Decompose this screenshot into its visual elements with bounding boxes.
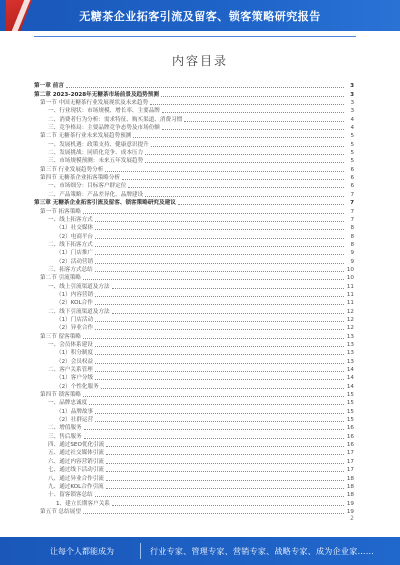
toc-leader-dots (133, 137, 344, 138)
toc-entry-page: 5 (350, 158, 354, 165)
toc-entry-page: 12 (346, 308, 354, 315)
toc-leader-dots (95, 371, 344, 372)
toc-entry-label: 第二章 2023-2028年无糖茶市场前景及趋势预测 (34, 91, 159, 98)
toc-leader-dots (161, 96, 344, 97)
toc-entry[interactable] (34, 483, 354, 491)
toc-leader-dots (101, 388, 344, 389)
toc-entry-page: 3 (350, 100, 354, 107)
toc-entry-page: 18 (346, 475, 354, 482)
toc-entry-label: 二、线下引流渠道及方法 (48, 308, 110, 315)
toc-entry-label: 一、品牌忠诚度 (48, 400, 88, 407)
toc-entry[interactable] (34, 332, 354, 340)
toc-leader-dots (184, 121, 344, 122)
toc-entry-page: 6 (350, 166, 354, 173)
toc-entry[interactable] (34, 216, 354, 224)
header-divider (34, 36, 356, 37)
toc-entry[interactable] (34, 282, 354, 290)
toc-entry-page: 14 (346, 383, 354, 390)
toc-entry[interactable] (34, 316, 354, 324)
toc-entry-label: （1）积分制度 (56, 350, 94, 357)
toc-entry-page: 16 (346, 425, 354, 432)
toc-list (34, 82, 354, 516)
toc-entry-label: （1）门店活动 (56, 316, 94, 323)
toc-entry[interactable] (34, 274, 354, 282)
toc-leader-dots (83, 338, 344, 339)
toc-entry[interactable] (34, 165, 354, 173)
toc-entry-page: 7 (350, 216, 354, 223)
toc-entry-page: 3 (350, 91, 354, 98)
toc-entry-page: 5 (350, 150, 354, 157)
toc-entry-label: （2）电商平台 (56, 233, 94, 240)
toc-leader-dots (106, 480, 344, 481)
toc-leader-dots (89, 404, 344, 405)
toc-entry-page: 9 (350, 258, 354, 265)
page-number: 2 (350, 515, 354, 522)
toc-entry-label: 第五节 总结展望 (40, 508, 81, 515)
toc-entry[interactable] (34, 291, 354, 299)
toc-entry-page: 15 (346, 417, 354, 424)
toc-entry-page: 17 (346, 467, 354, 474)
toc-entry-label: （1）社交媒体 (56, 225, 94, 232)
toc-entry[interactable] (34, 466, 354, 474)
toc-entry[interactable] (34, 491, 354, 499)
toc-entry[interactable] (34, 441, 354, 449)
toc-entry-page: 4 (350, 125, 354, 132)
toc-entry-label: 一、线上引流渠道及方法 (48, 283, 110, 290)
toc-leader-dots (95, 304, 344, 305)
toc-entry-page: 6 (350, 183, 354, 190)
toc-entry[interactable] (34, 107, 354, 115)
toc-leader-dots (145, 162, 344, 163)
toc-entry[interactable] (34, 174, 354, 182)
toc-entry-page: 15 (346, 408, 354, 415)
toc-entry[interactable] (34, 424, 354, 432)
toc-leader-dots (95, 254, 344, 255)
toc-leader-dots (83, 213, 344, 214)
toc-entry[interactable] (34, 82, 354, 90)
toc-leader-dots (95, 421, 344, 422)
toc-leader-dots (95, 321, 344, 322)
toc-entry-page: 7 (350, 200, 354, 207)
toc-entry-page: 18 (346, 492, 354, 499)
toc-entry-page: 10 (346, 266, 354, 273)
toc-entry-label: 四、通过SEO优化引流 (48, 442, 105, 449)
toc-entry-label: 三、售后服务 (48, 433, 82, 440)
footer-tagline: 行业专家、管理专家、营销专家、战略专家、成为企业家…… (150, 547, 375, 556)
toc-entry-page: 18 (346, 483, 354, 490)
toc-entry[interactable] (34, 124, 354, 132)
toc-entry-label: 第三节 行业发展趋势分析 (40, 166, 104, 173)
toc-entry-page: 13 (346, 358, 354, 365)
toc-entry-label: 二、产品策略：产品差异化、品牌建设 (48, 191, 144, 198)
toc-entry-label: 二、发展挑战：同质化竞争、成本压力 (48, 150, 144, 157)
toc-entry-page: 17 (346, 458, 354, 465)
toc-leader-dots (95, 229, 344, 230)
toc-entry-label: （2）个性化服务 (56, 383, 99, 390)
toc-entry[interactable] (34, 349, 354, 357)
footer-slogan: 让每个人都能成为 (50, 547, 114, 556)
toc-entry-label: 一、会员体系建设 (48, 342, 93, 348)
toc-entry[interactable] (34, 324, 354, 332)
toc-entry-label: （2）社群运营 (56, 417, 94, 424)
toc-leader-dots (162, 129, 344, 130)
toc-entry-page: 9 (350, 250, 354, 257)
toc-leader-dots (95, 263, 344, 264)
toc-entry-page: 14 (346, 375, 354, 382)
toc-entry[interactable] (34, 449, 354, 457)
footer-divider (140, 543, 141, 559)
toc-leader-dots (122, 179, 344, 180)
toc-entry-page: 13 (346, 333, 354, 340)
toc-entry-page: 3 (350, 108, 354, 115)
toc-entry[interactable] (34, 508, 354, 516)
toc-entry-label: （2）异业合作 (56, 325, 94, 332)
toc-entry-page: 10 (346, 275, 354, 282)
toc-entry[interactable] (34, 307, 354, 315)
toc-entry-page: 11 (346, 300, 354, 307)
toc-entry[interactable] (34, 374, 354, 382)
toc-entry[interactable] (34, 499, 354, 507)
toc-entry[interactable] (34, 257, 354, 265)
toc-leader-dots (106, 463, 344, 464)
toc-entry-label: 二、消费者行为分析：需求特征、购买渠道、消费习惯 (48, 116, 183, 123)
toc-leader-dots (95, 271, 344, 272)
toc-entry[interactable] (34, 90, 354, 98)
toc-entry[interactable] (34, 199, 354, 207)
toc-leader-dots (83, 513, 344, 514)
toc-entry[interactable] (34, 407, 354, 415)
toc-entry-label: 1、建立长期客户关系 (56, 500, 110, 507)
toc-entry[interactable] (34, 157, 354, 165)
toc-entry-label: 二、线下拓客方式 (48, 241, 93, 248)
toc-entry-label: （1）门店推广 (56, 250, 94, 257)
toc-entry-label: 第三章 无糖茶企业拓客引流及留客、锁客策略研究及建议 (34, 200, 176, 207)
toc-entry-page: 8 (350, 241, 354, 248)
toc-entry-page: 16 (346, 433, 354, 440)
toc-entry-page: 13 (346, 342, 354, 348)
toc-leader-dots (145, 196, 344, 197)
toc-entry[interactable] (34, 391, 354, 399)
toc-entry-label: 二、增值服务 (48, 425, 82, 432)
toc-entry-page: 7 (350, 208, 354, 215)
toc-entry[interactable] (34, 99, 354, 107)
toc-entry[interactable] (34, 432, 354, 440)
toc-leader-dots (95, 346, 344, 347)
toc-entry[interactable] (34, 382, 354, 390)
toc-entry-label: 第三节 留客策略 (40, 333, 81, 340)
toc-leader-dots (112, 288, 344, 289)
toc-entry[interactable] (34, 149, 354, 157)
toc-entry[interactable] (34, 357, 354, 365)
toc-entry[interactable] (34, 207, 354, 215)
toc-entry-page: 8 (350, 233, 354, 240)
toc-entry-label: 三、市场规模预测：未来五年发展趋势 (48, 158, 144, 165)
toc-leader-dots (106, 446, 344, 447)
toc-entry[interactable] (34, 341, 354, 349)
toc-entry-page: 11 (346, 291, 354, 298)
toc-leader-dots (112, 313, 344, 314)
toc-entry-page: 19 (346, 500, 354, 507)
report-title: 无糖茶企业拓客引流及留客、锁客策略研究报告 (79, 10, 321, 23)
toc-leader-dots (95, 246, 344, 247)
toc-entry-label: （2）活动营销 (56, 258, 94, 265)
toc-leader-dots (95, 354, 344, 355)
toc-leader-dots (112, 505, 344, 506)
toc-entry[interactable] (34, 366, 354, 374)
toc-entry-label: 三、拓客方式总结 (48, 266, 93, 273)
toc-leader-dots (95, 496, 344, 497)
toc-entry-label: 五、通过社交媒体引流 (48, 450, 104, 457)
toc-entry-page: 13 (346, 350, 354, 357)
toc-leader-dots (106, 454, 344, 455)
toc-entry-page: 19 (346, 508, 354, 515)
toc-entry[interactable] (34, 416, 354, 424)
toc-leader-dots (83, 396, 344, 397)
toc-entry-label: 第一节 拓客策略 (40, 208, 81, 215)
toc-entry[interactable] (34, 140, 354, 148)
toc-entry[interactable] (34, 474, 354, 482)
toc-leader-dots (128, 187, 344, 188)
toc-entry[interactable] (34, 399, 354, 407)
toc-entry-label: 二、客户关系管理 (48, 367, 93, 374)
toc-entry-page: 12 (346, 316, 354, 323)
toc-entry-page: 5 (350, 141, 354, 148)
toc-leader-dots (105, 171, 344, 172)
toc-entry-label: 六、通过内容营销引流 (48, 458, 104, 465)
toc-entry-label: 十、留客锁客总结 (48, 492, 93, 499)
toc-entry-page: 3 (350, 83, 354, 90)
toc-entry[interactable] (34, 115, 354, 123)
toc-entry-label: 第二节 引流策略 (40, 275, 81, 282)
toc-entry-page: 6 (350, 175, 354, 182)
toc-leader-dots (95, 296, 344, 297)
toc-entry[interactable] (34, 457, 354, 465)
toc-entry-page: 14 (346, 367, 354, 374)
toc-entry-label: 九、通过KOL合作引流 (48, 483, 104, 490)
toc-entry-page: 12 (346, 325, 354, 332)
toc-leader-dots (106, 488, 344, 489)
toc-entry[interactable] (34, 249, 354, 257)
toc-entry[interactable] (34, 266, 354, 274)
toc-entry-label: （1）内容营销 (56, 291, 94, 298)
toc-leader-dots (84, 429, 344, 430)
toc-leader-dots (162, 112, 344, 113)
toc-entry-page: 15 (346, 392, 354, 399)
toc-heading: 内容目录 (171, 54, 228, 68)
toc-entry-page: 4 (350, 116, 354, 123)
toc-entry[interactable] (34, 299, 354, 307)
toc-leader-dots (178, 204, 344, 205)
toc-leader-dots (95, 363, 344, 364)
toc-entry[interactable] (34, 232, 354, 240)
toc-entry[interactable] (34, 132, 354, 140)
toc-entry-label: 一、行业现状：市场规模、增长率、主要品牌 (48, 108, 160, 115)
toc-entry[interactable] (34, 224, 354, 232)
toc-leader-dots (83, 279, 344, 280)
toc-entry-label: 第一章 前言 (34, 83, 64, 90)
toc-entry[interactable] (34, 182, 354, 190)
toc-entry-page: 15 (346, 400, 354, 407)
toc-leader-dots (151, 146, 344, 147)
toc-leader-dots (95, 329, 344, 330)
toc-leader-dots (145, 154, 344, 155)
toc-entry-label: 一、发展机遇：政策支持、健康意识提升 (48, 141, 149, 148)
page-header (0, 0, 400, 31)
toc-entry-label: 一、市场细分：目标客户群定位 (48, 183, 127, 190)
toc-entry-label: 三、竞争格局：主要品牌竞争态势及市场份额 (48, 125, 160, 132)
toc-entry-label: （2）会员权益 (56, 358, 94, 365)
toc-entry-page: 11 (346, 283, 354, 290)
toc-entry-page: 16 (346, 442, 354, 449)
toc-leader-dots (95, 238, 344, 239)
toc-entry-label: 第四节 无糖茶企业拓客策略分析 (40, 175, 121, 182)
toc-leader-dots (95, 221, 344, 222)
toc-leader-dots (95, 379, 344, 380)
toc-leader-dots (66, 87, 344, 88)
toc-entry[interactable] (34, 190, 354, 198)
toc-entry-label: （1）客户分级 (56, 375, 94, 382)
toc-entry-label: 第一节 中国无糖茶行业发展现状及未来趋势 (40, 100, 149, 107)
toc-entry-label: 第二节 无糖茶行业未来发展趋势预测 (40, 133, 132, 140)
toc-entry-label: 七、通过线下活动引流 (48, 467, 104, 474)
toc-entry-page: 17 (346, 450, 354, 457)
toc-leader-dots (95, 413, 344, 414)
toc-entry-label: （1）品牌故事 (56, 408, 94, 415)
toc-leader-dots (150, 104, 344, 105)
toc-leader-dots (84, 438, 344, 439)
toc-entry-page: 7 (350, 191, 354, 198)
toc-entry-page: 5 (350, 133, 354, 140)
page-footer (0, 537, 400, 565)
toc-entry-label: （2）KOL合作 (56, 300, 93, 307)
toc-entry-page: 8 (350, 225, 354, 232)
toc-entry[interactable] (34, 241, 354, 249)
toc-entry-label: 第四节 锁客策略 (40, 392, 81, 399)
toc-entry-label: 一、线上拓客方式 (48, 216, 93, 223)
toc-leader-dots (106, 471, 344, 472)
toc-entry-label: 八、通过异业合作引流 (48, 475, 104, 482)
